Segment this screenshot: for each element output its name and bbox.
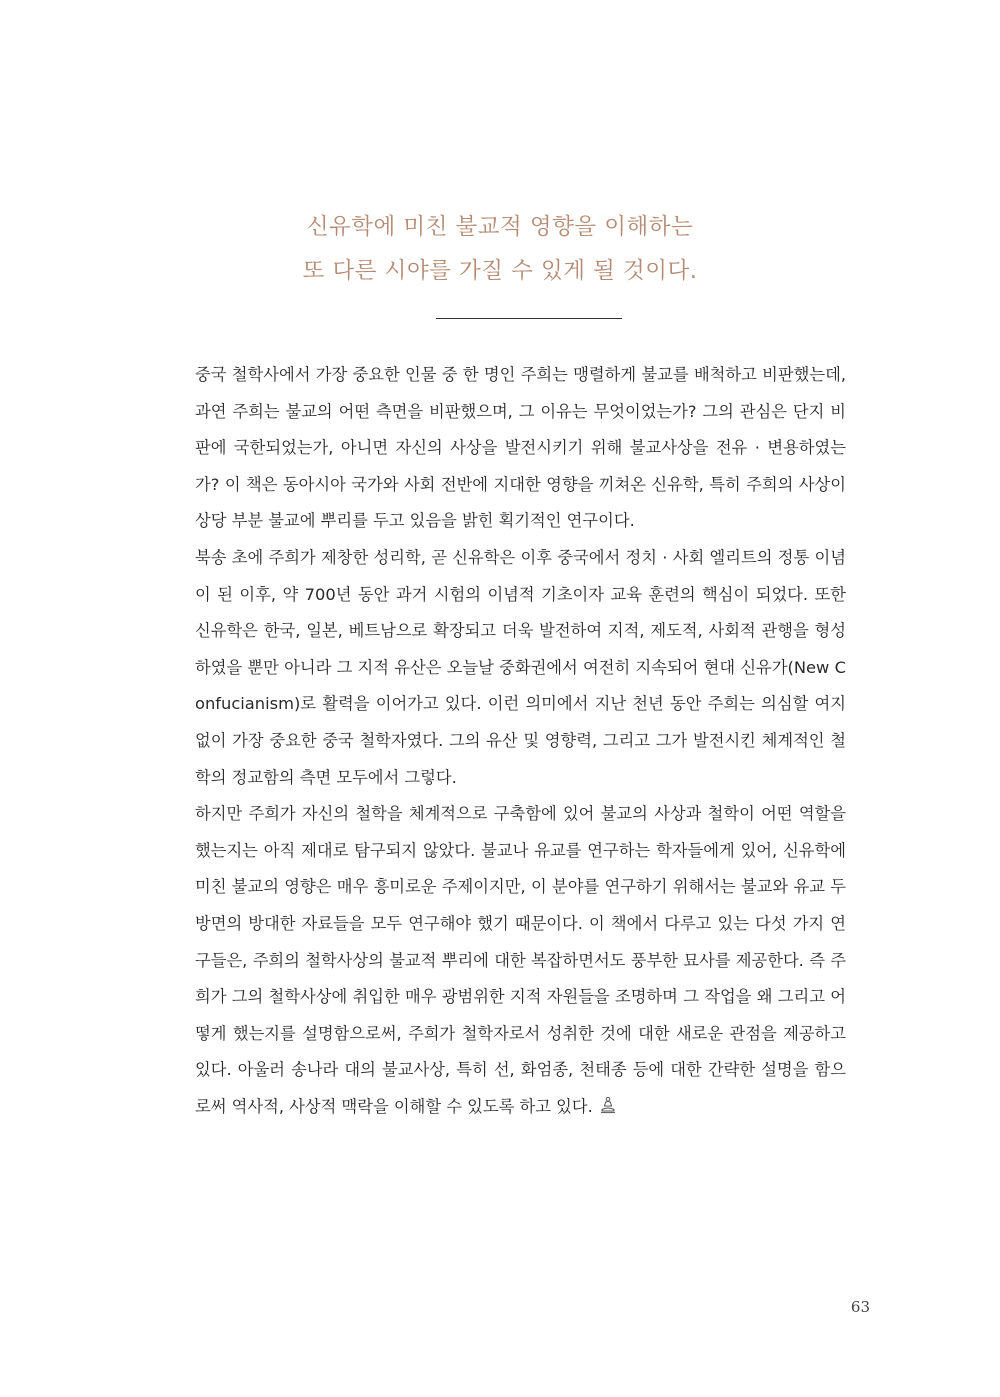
paragraph: 중국 철학사에서 가장 중요한 인물 중 한 명인 주희는 맹렬하게 불교를 배척하고 비판했는데, 과연 주희는 불교의 어떤 측면을 비판했으며, 그 이유는 무엇이었는가? 그의 관심은 단지 비판에 국한되었는가, 아니면 자신의 사상을 발전시키기 위해 불교사상을 전유 · 변용하였는가? 이 책은 동아시아 국가와 사회 전반에 지대한 영향을 끼쳐온 신유학, 특히 주희의 사상이 상당 부분 불교에 뿌리를 두고 있음을 밝힌 획기적인 연구이다. [195,365,846,531]
seated-buddha-icon [599,1096,617,1114]
paragraph-text: 하지만 주희가 자신의 철학을 체계적으로 구축함에 있어 불교의 사상과 철학이 어떤 역할을 했는지는 아직 제대로 탐구되지 않았다. 불교나 유교를 연구하는 학자들에게 있어, 신유학에 미친 불교의 영향은 매우 흥미로운 주제이지만, 이 분야를 연구하기 위해서는 불교와 유교 두 방면의 방대한 자료들을 모두 연구해야 했기 때문이다. 이 책에서 다루고 있는 다섯 가지 연구들은, 주희의 철학사상의 불교적 뿌리에 대한 복잡하면서도 풍부한 묘사를 제공한다. 즉 주희가 그의 철학사상에 취입한 매우 광범위한 지적 자원들을 조명하며 그 작업을 왜 그리고 어떻게 했는지를 설명함으로써, 주희가 철학자로서 성취한 것에 대한 새로운 관점을 제공하고 있다. 아울러 송나라 대의 불교사상, 특히 선, 화엄종, 천태종 등에 대한 간략한 설명을 함으로써 역사적, 사상적 맥락을 이해할 수 있도록 하고 있다. [195,804,846,1116]
divider-rule [436,318,622,319]
headline [0,205,1000,293]
paragraph [195,796,846,1125]
body-text [195,357,846,1125]
headline-line-2: 또 다른 시야를 가질 수 있게 될 것이다. [302,258,698,284]
page-number: 63 [850,1298,870,1316]
headline-line-1: 신유학에 미친 불교적 영향을 이해하는 [306,214,694,240]
paragraph: 북송 초에 주희가 제창한 성리학, 곧 신유학은 이후 중국에서 정치 · 사회 엘리트의 정통 이념이 된 이후, 약 700년 동안 과거 시험의 이념적 기초이자 교육 훈련의 핵심이 되었다. 또한 신유학은 한국, 일본, 베트남으로 확장되고 더욱 발전하여 지적, 제도적, 사회적 관행을 형성하였을 뿐만 아니라 그 지적 유산은 오늘날 중화권에서 여전히 지속되어 현대 신유가(New Confucianism)로 활력을 이어가고 있다. 이런 의미에서 지난 천년 동안 주희는 의심할 여지없이 가장 중요한 중국 철학자였다. 그의 유산 및 영향력, 그리고 그가 발전시킨 체계적인 철학의 정교함의 측면 모두에서 그렇다. [195,547,846,787]
